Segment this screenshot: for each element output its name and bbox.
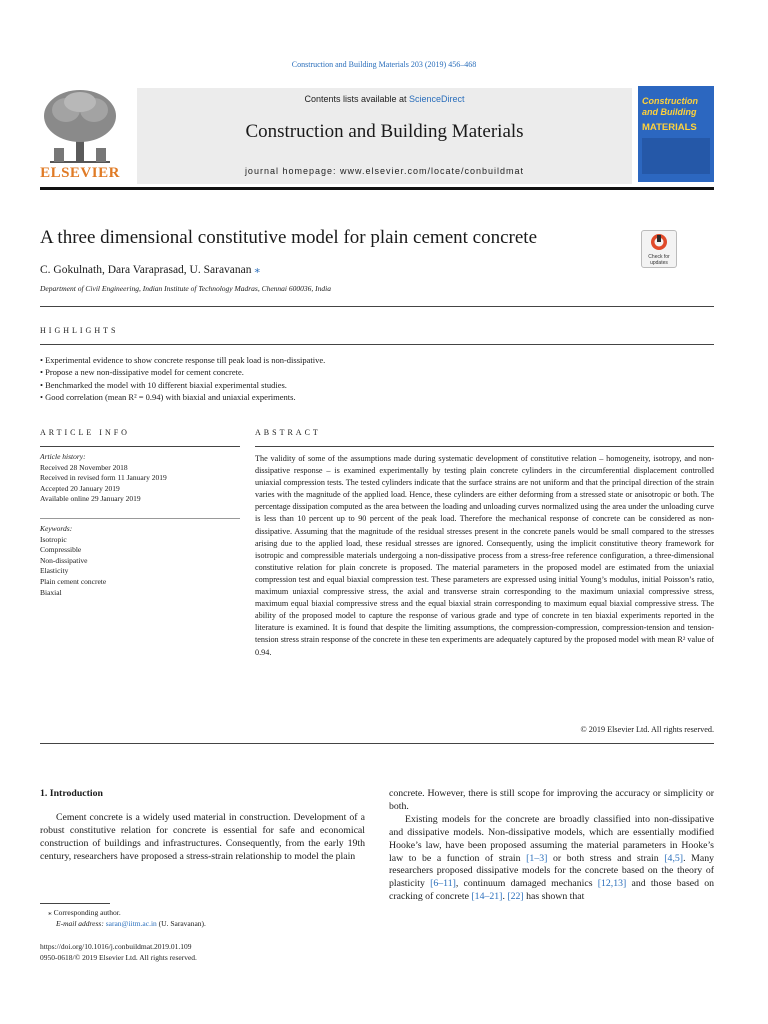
email-footnote: [40, 918, 360, 929]
keyword: Isotropic: [40, 534, 67, 544]
check-for-updates-badge[interactable]: [641, 230, 677, 268]
keyword: Non-dissipative: [40, 555, 88, 565]
introduction-heading: 1. Introduction: [40, 788, 103, 799]
sciencedirect-link[interactable]: ScienceDirect: [409, 94, 465, 104]
paragraph-text: , continuum damaged mechanics: [455, 878, 598, 890]
journal-cover[interactable]: [638, 86, 714, 182]
paragraph-text: .: [502, 891, 508, 903]
body-left-column: [40, 788, 365, 864]
keyword: Plain cement concrete: [40, 576, 107, 586]
cover-title: Construction and Building: [642, 96, 698, 117]
keywords-block: [40, 524, 240, 598]
paragraph-text: Existing models for the concrete are broadly classified into non-dissipative and dissipative models. Non-dissipative models, which are essentially modified Hooke’s law, have been proposed assuming the material parameters in Hooke’s law to be a function of strain: [389, 813, 714, 864]
doi-link[interactable]: https://doi.org/10.1016/j.conbuildmat.2019.01.109: [40, 942, 192, 951]
reference-link[interactable]: [12,13]: [597, 878, 627, 890]
paragraph-text: and those based on cracking of concrete: [389, 878, 714, 903]
abstract-bottom-rule: [40, 743, 714, 744]
highlights-heading: HIGHLIGHTS: [40, 326, 119, 335]
email-label: E-mail address:: [56, 919, 106, 928]
highlights-rule: [40, 344, 714, 345]
paragraph-text: has shown that: [523, 891, 585, 903]
abstract-copyright: © 2019 Elsevier Ltd. All rights reserved.: [580, 725, 714, 734]
abstract-heading: ABSTRACT: [255, 428, 321, 437]
cover-subtitle: MATERIALS: [642, 122, 697, 133]
history-revised: Received in revised form 11 January 2019: [40, 473, 167, 483]
intro-paragraph: Cement concrete is a widely used material in construction. Development of a robust constitutive relation for concrete is essential for safe and economical construction of buildings and infrastructures. Consequently, from the early 19th century, researchers have proposed a stress-strain relationship to model the plain: [40, 811, 365, 862]
article-info-heading: ARTICLE INFO: [40, 428, 130, 437]
highlight-item: • Experimental evidence to show concrete response till peak load is non-dissipative.: [40, 354, 714, 366]
abstract-text: The validity of some of the assumptions made during systematic development of constitutive relation – homogeneity, isotropy, and non-dissipative response – is examined experimentally by testing plain concrete cylinders in the circumferential displacement controlled uniaxial compression tests. The tested cylinders indicate that the surface strains are not uniform and that the principal direction of the strain varies with the magnitude of the applied load. Hence, these cylinders are either deforming from a stressed state or anisotropic or both. The percentage dissipation computed as the area between the loading and unloading curves normalized using the area under the unloading curve is less than 10 percent up to 90 percent of the peak load. Therefore the mechanical response of concrete can be considered as non-dissipative. Assuming that the magnitude of the residual stresses present in the concrete panels would be small compared to the stresses arising due to the applied load, these residual stresses are ignored. Consequently, using the implicit constitutive theory framework for isotropic and compressible materials undergoing a non-dissipative process from a stress-free reference configuration, a three-dimensional constitutive relation for plain concrete is proposed. The material parameters in the proposed model are estimated from the uniaxial compression test and equal biaxial compression test. These parameters are expressed using initial Young’s modulus, initial Poisson’s ratio, maximum uniaxial compressive stress, the axial and transverse strain corresponding to the maximum uniaxial compressive stress, maximum equal biaxial compressive stress and the equal biaxial strain corresponding to maximum equal biaxial compressive stress. The ability of the proposed model to capture the response of various grade and type of concrete in ten biaxial experiments reported in the literature is examined. It is found that despite the limiting assumptions, the compression-compression, compression-tension and tension-tension stress strain response of the concrete in these ten experiments are adequately captured by the proposed model with mean R² value of 0.94.: [255, 454, 714, 657]
corresponding-author-mark[interactable]: ⁎: [254, 264, 261, 276]
keywords-rule: [40, 518, 240, 519]
history-label: Article history:: [40, 452, 86, 461]
journal-citation[interactable]: Construction and Building Materials 203 (2019) 456–468: [291, 60, 477, 69]
email-link[interactable]: saran@iitm.ac.in: [105, 919, 157, 928]
paragraph-text: or both stress and strain: [547, 852, 665, 864]
cover-pattern: [642, 138, 710, 174]
check-updates-label: Check for updates: [648, 254, 670, 266]
abstract-rule: [255, 446, 714, 447]
footnote-rule: [40, 903, 110, 904]
issn-line: 0950-0618/© 2019 Elsevier Ltd. All rights reserved.: [40, 953, 197, 962]
journal-name: Construction and Building Materials: [245, 121, 524, 142]
keyword: Compressible: [40, 545, 82, 555]
reference-link[interactable]: [4,5]: [664, 852, 684, 864]
footnote-mark: ⁎: [48, 908, 52, 917]
authors-text: C. Gokulnath, Dara Varaprasad, U. Saravanan: [40, 264, 252, 276]
header-rule: [40, 187, 714, 190]
reference-link[interactable]: [22]: [507, 891, 524, 903]
corresponding-label: Corresponding author.: [53, 908, 121, 917]
author-list: [40, 262, 260, 276]
body-right-column: [389, 788, 714, 904]
reference-link[interactable]: [1–3]: [526, 852, 548, 864]
history-online: Available online 29 January 2019: [40, 494, 141, 504]
article-history: [40, 452, 240, 505]
elsevier-logo-text: ELSEVIER: [40, 165, 120, 181]
keyword: Biaxial: [40, 587, 62, 597]
right-paragraph-continued: concrete. However, there is still scope for improving the accuracy or simplicity or both.: [389, 788, 714, 812]
keyword: Elasticity: [40, 566, 69, 576]
contents-available-line: [137, 94, 632, 104]
journal-homepage[interactable]: journal homepage: www.elsevier.com/locate/conbuildmat: [244, 166, 525, 176]
reference-link[interactable]: [14–21]: [471, 891, 503, 903]
article-info-rule: [40, 446, 240, 447]
check-updates-icon: [642, 231, 676, 253]
history-received: Received 28 November 2018: [40, 462, 128, 472]
right-paragraph: [389, 814, 714, 904]
reference-link[interactable]: [6–11]: [430, 878, 456, 890]
history-accepted: Accepted 20 January 2019: [40, 483, 120, 493]
highlights-list: [40, 354, 714, 403]
affiliation: Department of Civil Engineering, Indian Institute of Technology Madras, Chennai 600036, India: [40, 284, 331, 293]
article-title: A three dimensional constitutive model for plain cement concrete: [40, 227, 538, 248]
highlight-item: • Benchmarked the model with 10 different biaxial experimental studies.: [40, 379, 714, 391]
email-suffix: (U. Saravanan).: [156, 919, 206, 928]
title-divider: [40, 306, 714, 307]
highlight-item: • Good correlation (mean R² = 0.94) with biaxial and uniaxial experiments.: [40, 391, 714, 403]
highlight-item: • Propose a new non-dissipative model for cement concrete.: [40, 366, 714, 378]
contents-prefix: Contents lists available at: [304, 94, 410, 104]
corresponding-footnote: [40, 907, 360, 918]
keywords-label: Keywords:: [40, 524, 73, 533]
paragraph-text: . Many researchers proposed dissipative models for the concrete based on the theory of plasticity: [389, 852, 714, 890]
